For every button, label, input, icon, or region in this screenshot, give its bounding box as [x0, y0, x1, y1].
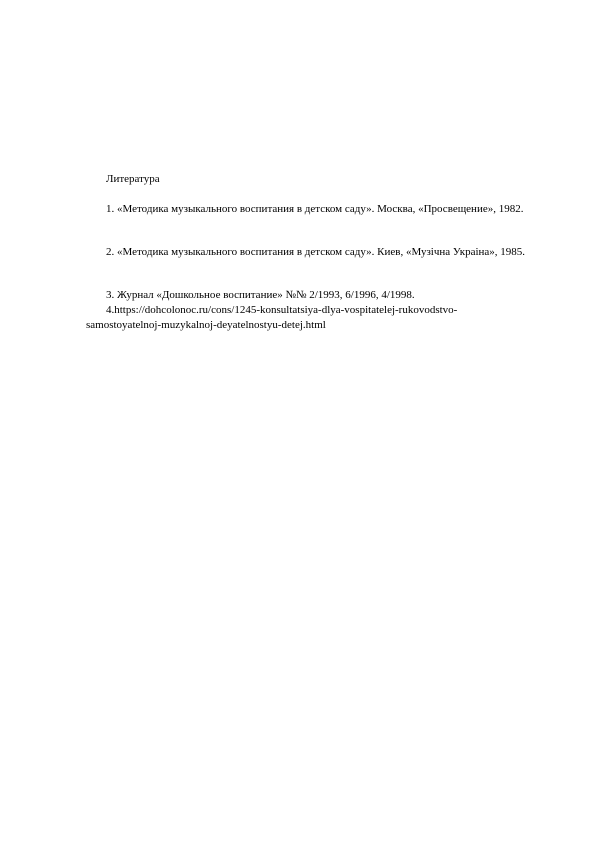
literature-heading: Литература	[106, 173, 160, 185]
reference-item-3-text: 3. Журнал «Дошкольное воспитание» №№ 2/1993, 6/1996, 4/1998.	[106, 289, 415, 301]
reference-item-3	[86, 288, 553, 303]
reference-item-1: 1. «Методика музыкального воспитания в детском саду». Москва, «Просвещение», 1982.	[106, 203, 524, 215]
reference-item-4[interactable]	[86, 303, 553, 333]
reference-url-line-2[interactable]: samostoyatelnoj-muzykalnoj-deyatelnostyu-detej.html	[86, 319, 326, 331]
reference-item-2: 2. «Методика музыкального воспитания в детском саду». Киев, «Музiчна Украiна», 1985.	[106, 246, 526, 258]
reference-url-line-1[interactable]: 4.https://dohcolonoc.ru/cons/1245-konsultatsiya-dlya-vospitatelej-rukovodstvo-	[106, 304, 458, 316]
